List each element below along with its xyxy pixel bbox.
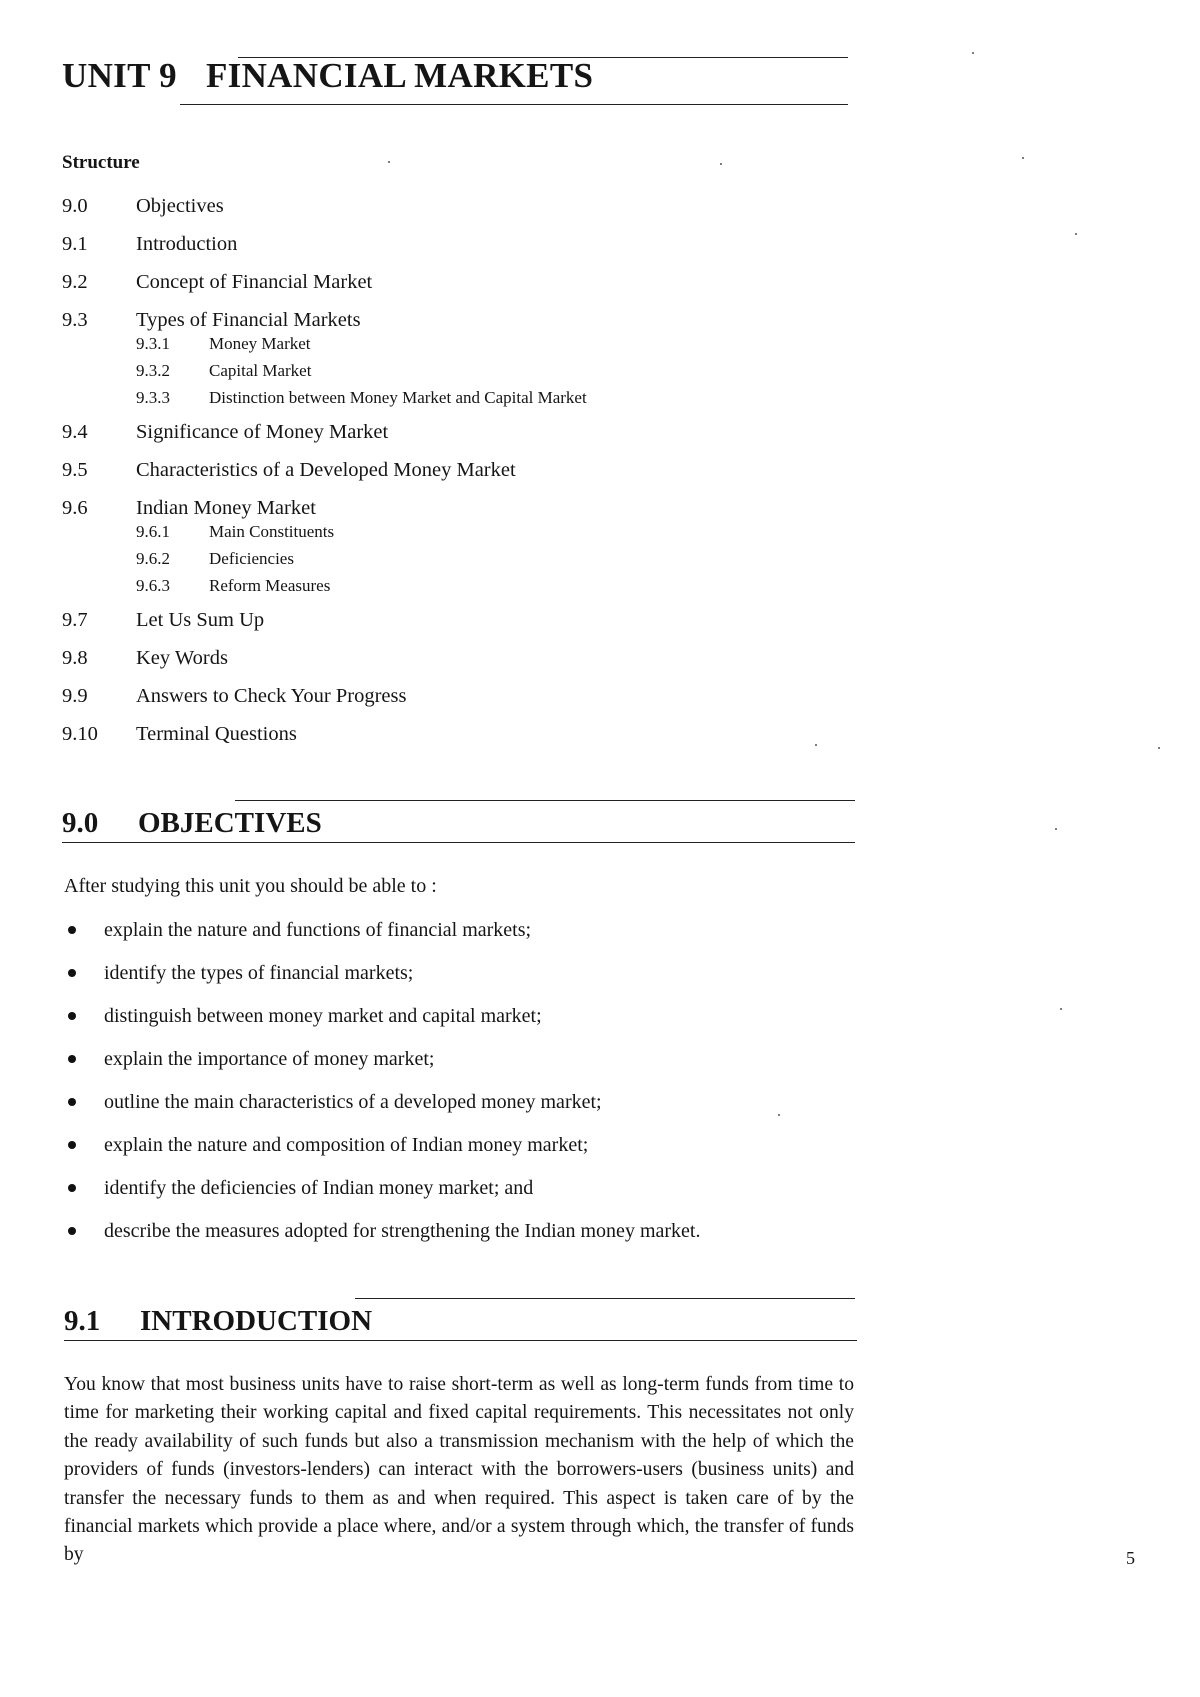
scan-speck xyxy=(1158,747,1160,749)
toc-item xyxy=(62,722,822,746)
heading-bottom-rule xyxy=(180,104,848,105)
objective-text: identify the types of financial markets; xyxy=(104,962,414,984)
toc-item-number: 9.5 xyxy=(62,459,88,481)
objectives-top-rule xyxy=(235,800,855,801)
objective-text: explain the nature and functions of financial markets; xyxy=(104,919,532,941)
toc-item xyxy=(62,646,822,670)
objective-item xyxy=(64,1047,844,1071)
toc-item-number: 9.1 xyxy=(62,233,88,255)
bullet-icon xyxy=(68,1184,76,1192)
toc-item-label: Terminal Questions xyxy=(136,723,297,745)
toc-item-number: 9.10 xyxy=(62,723,98,745)
toc-subitem-number: 9.6.1 xyxy=(136,522,170,541)
toc-subitem-number: 9.3.3 xyxy=(136,388,170,407)
toc-item-label: Types of Financial Markets xyxy=(136,309,361,331)
scan-speck xyxy=(1060,1008,1062,1010)
objectives-intro: After studying this unit you should be able to : xyxy=(64,875,437,897)
objective-item xyxy=(64,1004,844,1028)
objective-text: explain the nature and composition of Indian money market; xyxy=(104,1134,589,1156)
bullet-icon xyxy=(68,1098,76,1106)
bullet-icon xyxy=(68,1141,76,1149)
scan-speck xyxy=(720,163,722,165)
scan-speck xyxy=(1075,233,1077,235)
toc-item xyxy=(62,194,822,218)
introduction-number: 9.1 xyxy=(64,1305,101,1337)
toc-item-label: Significance of Money Market xyxy=(136,421,389,443)
toc-item xyxy=(62,232,822,256)
toc-subitem-number: 9.3.2 xyxy=(136,361,170,380)
objective-item xyxy=(64,1090,844,1114)
table-of-contents xyxy=(62,194,822,760)
toc-item-label: Key Words xyxy=(136,647,228,669)
toc-subitem-label: Deficiencies xyxy=(209,549,294,568)
objective-item xyxy=(64,1176,844,1200)
toc-item xyxy=(62,458,822,482)
objective-text: distinguish between money market and capital market; xyxy=(104,1005,542,1027)
toc-subsection-list xyxy=(136,334,822,408)
scan-speck xyxy=(778,1114,780,1116)
toc-subitem xyxy=(136,576,822,596)
toc-subitem-number: 9.6.2 xyxy=(136,549,170,568)
objectives-number: 9.0 xyxy=(62,807,99,839)
structure-label: Structure xyxy=(62,152,140,173)
toc-item xyxy=(62,420,822,444)
objective-item xyxy=(64,1133,844,1157)
objective-text: outline the main characteristics of a developed money market; xyxy=(104,1091,602,1113)
toc-subitem xyxy=(136,549,822,569)
bullet-icon xyxy=(68,1055,76,1063)
toc-item-number: 9.3 xyxy=(62,309,88,331)
toc-subitem xyxy=(136,522,822,542)
toc-subitem-label: Money Market xyxy=(209,334,311,353)
toc-item xyxy=(62,684,822,708)
toc-item xyxy=(62,496,822,520)
objective-text: describe the measures adopted for strengthening the Indian money market. xyxy=(104,1220,701,1242)
toc-subitem xyxy=(136,361,822,381)
toc-item-number: 9.7 xyxy=(62,609,88,631)
introduction-title: INTRODUCTION xyxy=(140,1305,373,1337)
toc-item xyxy=(62,308,822,332)
scan-speck xyxy=(972,52,974,54)
scan-speck xyxy=(1055,828,1057,830)
toc-item-number: 9.8 xyxy=(62,647,88,669)
toc-item xyxy=(62,270,822,294)
objectives-heading xyxy=(62,809,322,838)
toc-item-number: 9.9 xyxy=(62,685,88,707)
toc-subitem xyxy=(136,334,822,354)
toc-item-number: 9.4 xyxy=(62,421,88,443)
objectives-list xyxy=(64,918,844,1262)
objective-item xyxy=(64,1219,844,1243)
unit-title: FINANCIAL MARKETS xyxy=(206,56,594,95)
toc-item-label: Objectives xyxy=(136,195,224,217)
toc-item-number: 9.6 xyxy=(62,497,88,519)
introduction-top-rule xyxy=(355,1298,855,1299)
page-number: 5 xyxy=(1126,1548,1135,1568)
toc-subitem-label: Capital Market xyxy=(209,361,312,380)
objectives-bottom-rule xyxy=(62,842,855,843)
bullet-icon xyxy=(68,926,76,934)
bullet-icon xyxy=(68,1012,76,1020)
toc-subitem-number: 9.3.1 xyxy=(136,334,170,353)
toc-item-label: Concept of Financial Market xyxy=(136,271,373,293)
objective-text: identify the deficiencies of Indian money market; and xyxy=(104,1177,534,1199)
toc-item-number: 9.2 xyxy=(62,271,88,293)
introduction-paragraph: You know that most business units have to raise short-term as well as long-term funds from time to time for marketing their working capital and fixed capital requirements. This necessitates not only the ready availability of such funds but also a transmission mechanism with the help of which the providers of funds (investors-lenders) can interact with the borrowers-users (business units) and transfer the necessary funds to them as and when required. This aspect is taken care of by the financial markets which provide a place where, and/or a system through which, the transfer of funds by xyxy=(64,1374,854,1566)
toc-item-label: Indian Money Market xyxy=(136,497,316,519)
toc-subitem-number: 9.6.3 xyxy=(136,576,170,595)
toc-item-label: Answers to Check Your Progress xyxy=(136,685,407,707)
objective-item xyxy=(64,918,844,942)
objective-item xyxy=(64,961,844,985)
toc-subitem-label: Distinction between Money Market and Capital Market xyxy=(209,388,587,407)
bullet-icon xyxy=(68,969,76,977)
introduction-heading xyxy=(64,1307,372,1336)
unit-number: UNIT 9 xyxy=(62,56,177,95)
toc-subitem-label: Main Constituents xyxy=(209,522,335,541)
scan-speck xyxy=(1022,157,1024,159)
toc-item-number: 9.0 xyxy=(62,195,88,217)
toc-subsection-list xyxy=(136,522,822,596)
objective-text: explain the importance of money market; xyxy=(104,1048,435,1070)
toc-item-label: Let Us Sum Up xyxy=(136,609,265,631)
toc-item xyxy=(62,608,822,632)
introduction-bottom-rule xyxy=(64,1340,857,1341)
scan-speck xyxy=(815,744,817,746)
toc-item-label: Characteristics of a Developed Money Market xyxy=(136,459,516,481)
unit-heading xyxy=(62,58,593,93)
toc-subitem-label: Reform Measures xyxy=(209,576,331,595)
bullet-icon xyxy=(68,1227,76,1235)
objectives-title: OBJECTIVES xyxy=(138,807,322,839)
toc-subitem xyxy=(136,388,822,408)
scan-speck xyxy=(388,161,390,163)
toc-item-label: Introduction xyxy=(136,233,238,255)
